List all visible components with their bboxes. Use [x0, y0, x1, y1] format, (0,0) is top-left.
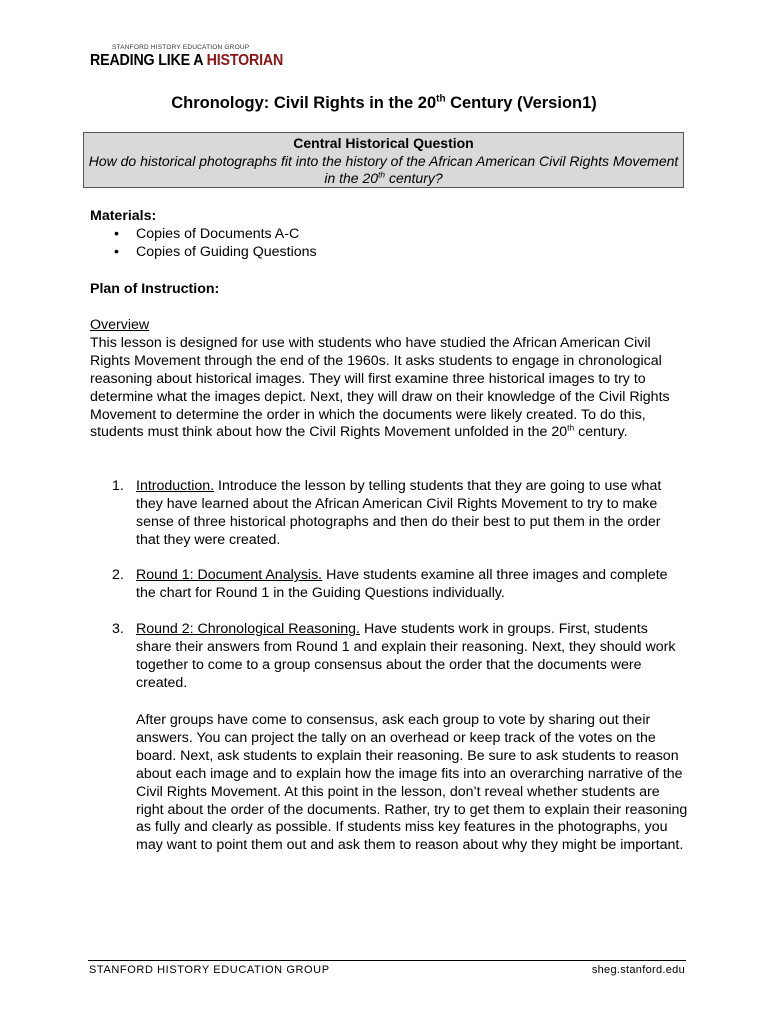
materials-item-text: Copies of Documents A-C [136, 225, 300, 242]
footer-left: STANFORD HISTORY EDUCATION GROUP [89, 964, 330, 976]
plan-heading: Plan of Instruction: [90, 281, 220, 297]
bullet-icon: • [114, 243, 119, 260]
page-title [0, 94, 768, 113]
materials-section [90, 208, 317, 262]
overview-superscript: th [567, 422, 575, 433]
title-superscript: th [436, 93, 446, 105]
central-question-box [83, 132, 684, 188]
step-number: 1. [112, 478, 124, 494]
step-number: 2. [112, 567, 124, 584]
logo-title-part2: HISTORIAN [206, 52, 284, 69]
step-text: Introduce the lesson by telling students that they are going to use what they have learned about the African American Civil Rights Movement to try to make sense of three historical photographs and then do their best to put them in the order that they were created. [136, 478, 662, 548]
instruction-steps [112, 478, 682, 710]
bullet-icon: • [114, 225, 119, 242]
title-text: Chronology: Civil Rights in the 20 [171, 94, 437, 112]
question-text: How do historical photographs fit into the history of the African American Civil Rights Movement in the 20 [88, 152, 679, 186]
materials-list [90, 226, 317, 262]
logo [90, 44, 300, 69]
footer-divider [88, 960, 686, 961]
materials-heading: Materials: [90, 208, 157, 224]
list-item [90, 226, 317, 244]
title-text-end: Century (Version1) [445, 94, 597, 112]
step-title: Introduction. [136, 478, 215, 494]
overview-body: This lesson is designed for use with students who have studied the African American Civil Rights Movement through the end of the 1960s. It asks students to engage in chronological reasoning about historical images. They will first examine three historical images to try to determine what the images depict. Next, they will draw on their knowledge of the Civil Rights Movement to determine the order in which the documents were likely created. To do this, students must think about how the Civil Rights Movement unfolded in the 20 [90, 334, 670, 441]
list-item [112, 621, 682, 693]
list-item [112, 567, 682, 603]
overview-heading: Overview [90, 317, 150, 333]
overview-text [90, 335, 680, 442]
step3-followup: After groups have come to consensus, ask each group to vote by sharing out their answers. You can project the tally on an overhead or keep track of the votes on the board. Next, ask students to explain their reasoning. Be sure to ask students to reason about each image and to explain how the image fits into an overarching narrative of the Civil Rights Movement. At this point in the lesson, don’t reveal whether students are right about the order of the documents. Rather, try to get them to explain their reasoning as fully and clearly as possible. If students miss key features in the photographs, you may want to point them out and ask them to reason about why they might be important. [136, 712, 688, 854]
overview-body-end: century. [574, 424, 628, 441]
list-item [90, 244, 317, 262]
question-superscript: th [378, 169, 386, 180]
step-title: Round 2: Chronological Reasoning. [136, 621, 360, 638]
logo-title [90, 52, 283, 69]
overview-section [90, 317, 680, 442]
step-number: 3. [112, 621, 124, 638]
question-text-end: century? [385, 170, 443, 186]
logo-title-part1: READING LIKE A [90, 52, 207, 69]
step-title: Round 1: Document Analysis. [136, 567, 323, 584]
logo-subtitle: STANFORD HISTORY EDUCATION GROUP [112, 44, 250, 51]
materials-item-text: Copies of Guiding Questions [136, 243, 317, 260]
footer-url[interactable]: sheg.stanford.edu [591, 964, 685, 976]
list-item [112, 478, 682, 550]
central-question-text [84, 153, 683, 188]
central-question-heading: Central Historical Question [293, 135, 474, 151]
step-text: Have students examine all three images and complete the chart for Round 1 in the Guiding Questions individually. [136, 567, 668, 602]
step-text: Have students work in groups. First, students share their answers from Round 1 and explain their reasoning. Next, they should work together to come to a group consensus about the order that the documents were created. [136, 621, 676, 691]
